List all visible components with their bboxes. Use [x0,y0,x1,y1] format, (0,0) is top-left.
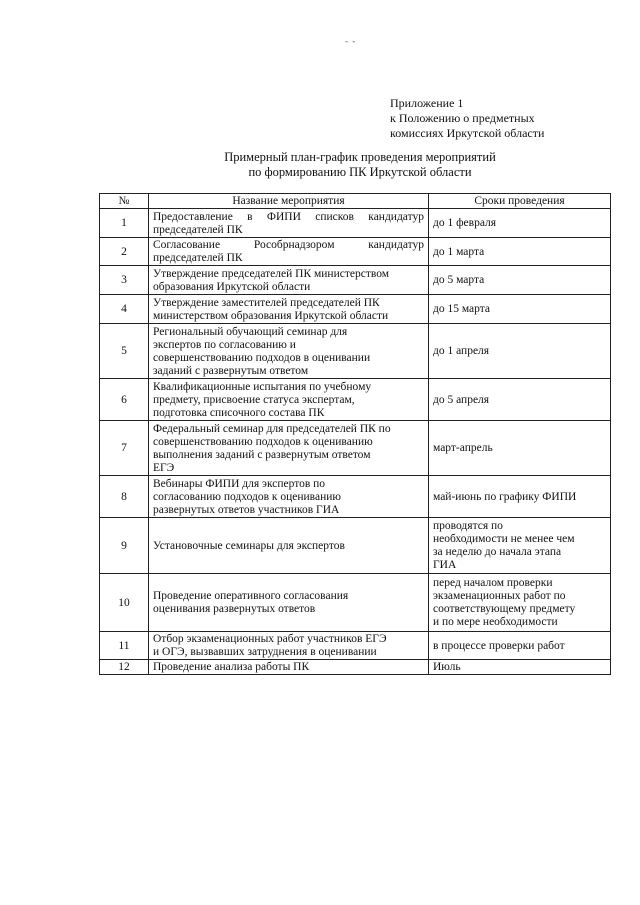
deadline-line: в процессе проверки работ [433,639,565,652]
event-name-line: Установочные семинары для экспертов [153,539,345,552]
table-row [100,660,611,675]
row-deadline [429,632,611,660]
deadline-line: до 5 апреля [433,393,490,406]
table-row [100,324,611,379]
appendix-line-3: комиссиях Иркутской области [390,126,545,140]
event-name-line: Согласование Рособрнадзором кандидатур [153,239,424,251]
deadline-line: и по мере необходимости [433,616,558,628]
row-number: 4 [100,295,149,324]
event-name-line: развернутых ответов участников ГИА [153,503,340,516]
row-event-name [149,660,429,675]
event-name-line: выполнения заданий с развернутым ответом [153,448,371,461]
event-name-line: оценивания развернутых ответов [153,603,316,615]
event-name-line: Федеральный семинар для председателей ПК по [153,422,391,435]
deadline-line: соответствующему предмету [433,603,576,615]
row-number: 11 [100,632,149,660]
deadline-line: Июль [433,661,461,673]
deadline-line: проводятся по [433,520,503,532]
row-event-name [149,209,429,238]
row-event-name [149,632,429,660]
event-name-line: Региональный обучающий семинар для [153,325,348,338]
deadline-line: перед началом проверки [433,577,553,589]
row-deadline [429,209,611,238]
row-number: 1 [100,209,149,238]
event-name-line: Проведение оперативного согласования [153,590,349,602]
row-number: 10 [100,574,149,632]
event-name-line: подготовка списочного состава ПК [153,406,325,419]
row-number: 3 [100,266,149,295]
row-deadline [429,238,611,266]
table-row [100,295,611,324]
row-deadline [429,379,611,421]
row-deadline [429,660,611,675]
row-event-name [149,266,429,295]
plan-title-line-1: Примерный план-график проведения мероприятий [224,150,496,164]
row-deadline [429,324,611,379]
event-name-line: совершенствованию подходов в оценивании [153,351,371,364]
event-name-line: Квалификационные испытания по учебному [153,380,372,393]
deadline-line: экзаменационных работ по [433,590,566,602]
event-name-line: образования Иркутской области [153,280,311,293]
row-deadline [429,476,611,518]
row-number: 7 [100,421,149,476]
row-number: 2 [100,238,149,266]
schedule-table [99,193,611,675]
header-event-name: Название мероприятия [149,194,429,209]
event-name-line: экспертов по согласованию и [153,338,296,351]
deadline-line: до 5 марта [433,274,485,286]
header-deadline: Сроки проведения [429,194,611,209]
deadline-line: за неделю до начала этапа [433,546,562,558]
event-name-line: председателей ПК [153,223,243,236]
row-deadline [429,295,611,324]
row-number: 12 [100,660,149,675]
row-number: 8 [100,476,149,518]
row-deadline [429,266,611,295]
table-row [100,209,611,238]
row-deadline [429,574,611,632]
event-name-line: Отбор экзаменационных работ участников ЕГЭ [153,633,387,645]
row-number: 6 [100,379,149,421]
table-header-row [100,194,611,209]
row-event-name [149,379,429,421]
deadline-line: май-июнь по графику ФИПИ [433,490,577,503]
event-name-line: Проведение анализа работы ПК [153,661,310,673]
deadline-line: необходимости не менее чем [433,533,575,545]
appendix-heading [390,96,620,141]
event-name-line: Утверждение председателей ПК министерством [153,267,390,280]
table-row [100,632,611,660]
event-name-line: Вебинары ФИПИ для экспертов по [153,477,326,490]
row-deadline [429,421,611,476]
event-name-line: председателей ПК [153,252,243,264]
row-number: 9 [100,518,149,574]
plan-title-line-2: по формированию ПК Иркутской области [248,165,472,179]
event-name-line: Утверждение заместителей председателей ПК [153,296,380,309]
header-number: № [100,194,149,209]
appendix-line-1: Приложение 1 [390,96,464,110]
row-event-name [149,421,429,476]
event-name-line: ЕГЭ [153,461,175,474]
row-event-name [149,476,429,518]
row-event-name [149,574,429,632]
event-name-line: Предоставление в ФИПИ списков кандидатур [153,210,424,223]
event-name-line: заданий с развернутым ответом [153,364,309,377]
deadline-line: до 1 апреля [433,345,490,357]
deadline-line: март-апрель [433,442,493,454]
event-name-line: согласованию подходов к оцениванию [153,490,341,503]
row-event-name [149,238,429,266]
row-number: 5 [100,324,149,379]
deadline-line: до 15 марта [433,303,491,315]
plan-title [150,150,570,180]
event-name-line: совершенствованию подходов к оцениванию [153,435,373,448]
table-row [100,476,611,518]
event-name-line: и ОГЭ, вызвавших затруднения в оценивании [153,646,377,658]
appendix-line-2: к Положению о предметных [390,111,535,125]
row-event-name [149,295,429,324]
table-row [100,518,611,574]
deadline-line: до 1 февраля [433,217,497,229]
table-row [100,266,611,295]
scan-mark: - - [345,36,357,46]
deadline-line: до 1 марта [433,245,485,258]
table-row [100,421,611,476]
row-event-name [149,518,429,574]
table-row [100,574,611,632]
row-event-name [149,324,429,379]
deadline-line: ГИА [433,559,457,571]
event-name-line: предмету, присвоение статуса экспертам, [153,393,355,406]
table-row [100,238,611,266]
table-row [100,379,611,421]
event-name-line: министерством образования Иркутской области [153,309,389,322]
row-deadline [429,518,611,574]
